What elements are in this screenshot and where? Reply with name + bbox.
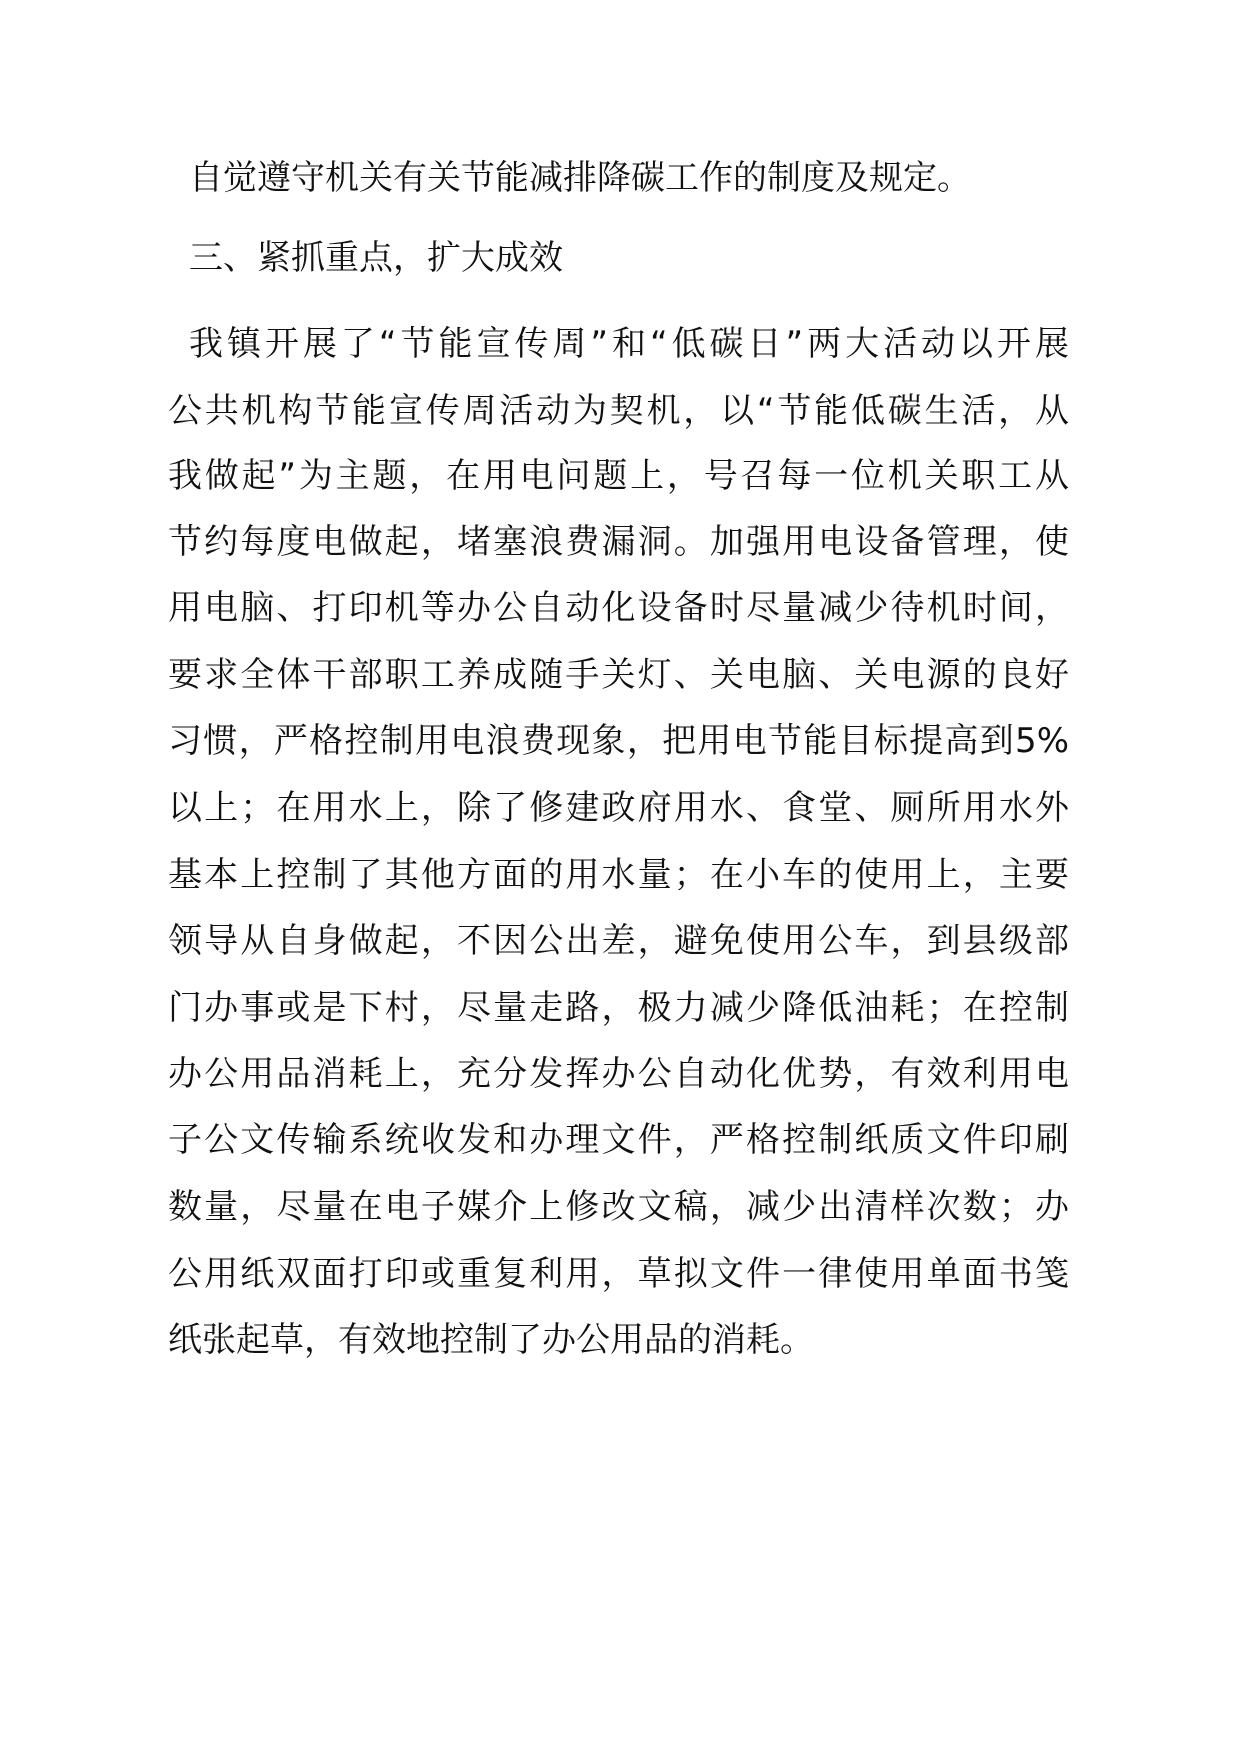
paragraph-line: 公共机构节能宣传周活动为契机，以“节能低碳生活，从 [168, 391, 1069, 431]
paragraph-line: 习惯，严格控制用电浪费现象，把用电节能目标提高到5% [168, 721, 1069, 761]
paragraph-line: 以上；在用水上，除了修建政府用水、食堂、厕所用水外 [168, 788, 1069, 828]
paragraph-line: 门办事或是下村，尽量走路，极力减少降低油耗；在控制 [168, 988, 1069, 1028]
paragraph-line: 用电脑、打印机等办公自动化设备时尽量减少待机时间， [168, 588, 1069, 628]
paragraph-line: 纸张起草，有效地控制了办公用品的消耗。 [168, 1320, 814, 1360]
paragraph-line: 数量，尽量在电子媒介上修改文稿，减少出清样次数；办 [168, 1187, 1069, 1227]
paragraph-line: 节约每度电做起，堵塞浪费漏洞。加强用电设备管理，使 [168, 522, 1069, 562]
paragraph-line: 基本上控制了其他方面的用水量；在小车的使用上，主要 [168, 855, 1069, 895]
paragraph-line: 子公文传输系统收发和办理文件，严格控制纸质文件印刷 [168, 1120, 1069, 1160]
paragraph-line: 公用纸双面打印或重复利用，草拟文件一律使用单面书笺 [168, 1254, 1069, 1294]
paragraph-line: 我做起”为主题，在用电问题上，号召每一位机关职工从 [168, 456, 1069, 496]
paragraph-line: 我镇开展了“节能宣传周”和“低碳日”两大活动以开展 [189, 324, 1069, 364]
paragraph-line: 办公用品消耗上，充分发挥办公自动化优势，有效利用电 [168, 1054, 1069, 1094]
paragraph-line: 领导从自身做起，不因公出差，避免使用公车，到县级部 [168, 921, 1069, 961]
section-heading: 三、紧抓重点，扩大成效 [189, 238, 563, 278]
paragraph-line: 自觉遵守机关有关节能减排降碳工作的制度及规定。 [189, 158, 971, 198]
paragraph-line: 要求全体干部职工养成随手关灯、关电脑、关电源的良好 [168, 655, 1069, 695]
